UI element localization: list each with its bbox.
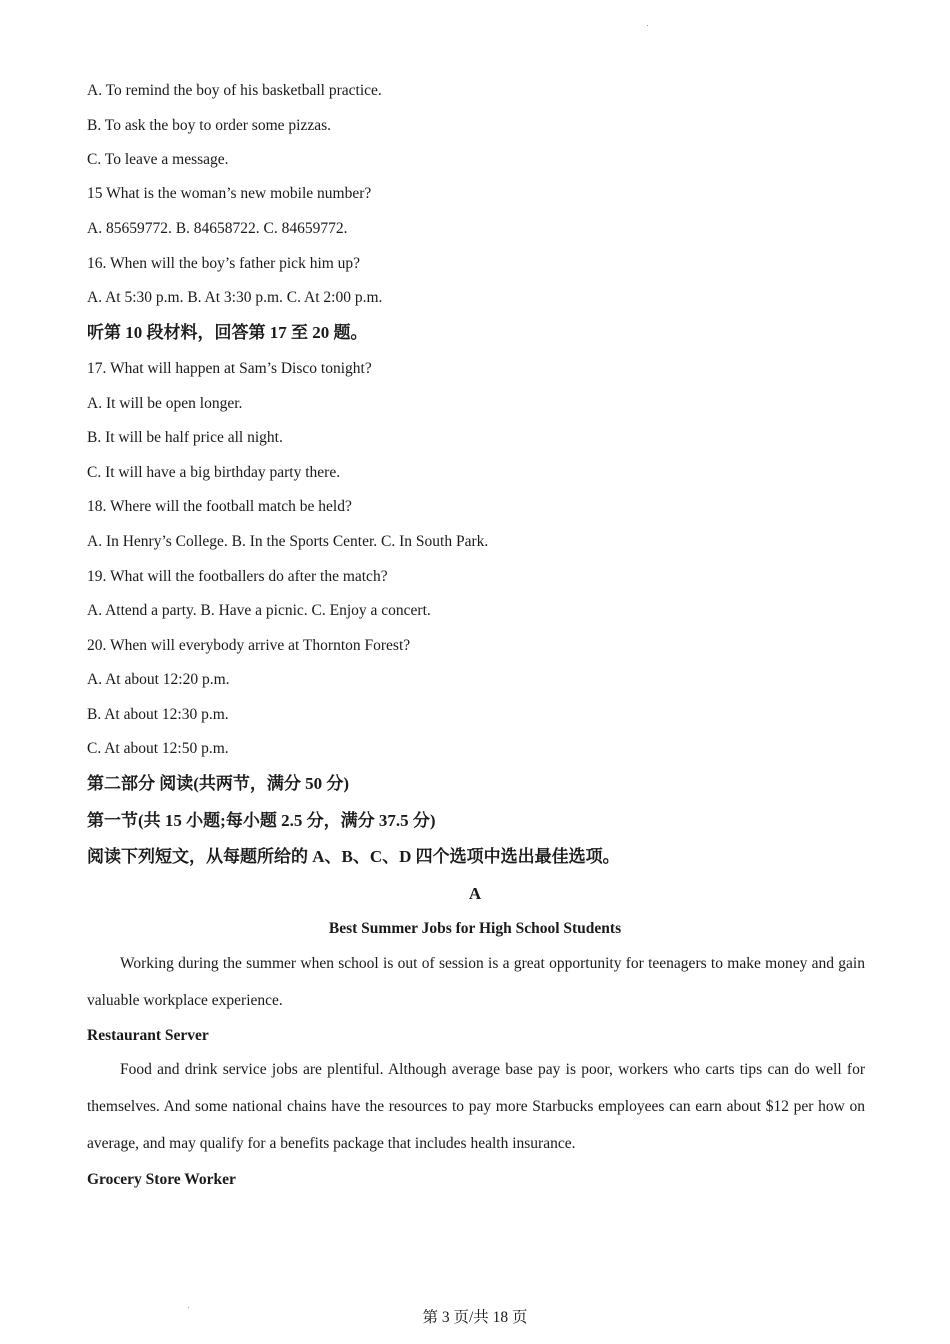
question-line: 15 What is the woman’s new mobile number?	[87, 185, 372, 202]
option-line: B. At about 12:30 p.m.	[87, 706, 229, 723]
question-line: 20. When will everybody arrive at Thornton Forest?	[87, 637, 411, 654]
question-line: 16. When will the boy’s father pick him up?	[87, 255, 361, 272]
option-line: A. To remind the boy of his basketball practice.	[87, 82, 382, 99]
scan-speck	[647, 25, 648, 26]
option-line: A. 85659772. B. 84658722. C. 84659772.	[87, 220, 348, 237]
option-line: C. To leave a message.	[87, 151, 229, 168]
option-line: A. It will be open longer.	[87, 395, 243, 412]
passage-label: A	[468, 884, 482, 903]
restaurant-server-text: Food and drink service jobs are plentiful. Although average base pay is poor, workers who carts tips can do well for themselves. And some national chains have the resources to pay more Starbucks employees can earn about $12 per how on average, and may qualify for a benefits package that includes health insurance.	[87, 1061, 865, 1152]
subheading-restaurant-server: Restaurant Server	[87, 1027, 209, 1044]
option-line: A. Attend a party. B. Have a picnic. C. Enjoy a concert.	[87, 602, 431, 619]
option-line: B. It will be half price all night.	[87, 429, 283, 446]
question-line: 19. What will the footballers do after the match?	[87, 568, 388, 585]
passage-title: Best Summer Jobs for High School Students	[328, 920, 622, 937]
part-heading: 第二部分 阅读(共两节，满分 50 分)	[87, 774, 350, 793]
section-heading: 第一节(共 15 小题;每小题 2.5 分，满分 37.5 分)	[87, 811, 436, 830]
passage-intro: Working during the summer when school is out of session is a great opportunity for teenagers to make money and gain valuable workplace experience.	[87, 955, 865, 1009]
subheading-grocery-store-worker: Grocery Store Worker	[87, 1171, 236, 1188]
section-instruction: 听第 10 段材料，回答第 17 至 20 题。	[87, 323, 368, 342]
option-line: A. At 5:30 p.m. B. At 3:30 p.m. C. At 2:00 p.m.	[87, 289, 383, 306]
reading-instruction: 阅读下列短文，从每题所给的 A、B、C、D 四个选项中选出最佳选项。	[87, 847, 620, 866]
option-line: C. It will have a big birthday party there.	[87, 464, 341, 481]
question-line: 18. Where will the football match be held?	[87, 498, 352, 515]
option-line: B. To ask the boy to order some pizzas.	[87, 117, 331, 134]
option-line: A. In Henry’s College. B. In the Sports Center. C. In South Park.	[87, 533, 489, 550]
page-footer: 第 3 页/共 18 页	[422, 1309, 528, 1326]
option-line: C. At about 12:50 p.m.	[87, 740, 229, 757]
question-line: 17. What will happen at Sam’s Disco tonight?	[87, 360, 372, 377]
option-line: A. At about 12:20 p.m.	[87, 671, 230, 688]
